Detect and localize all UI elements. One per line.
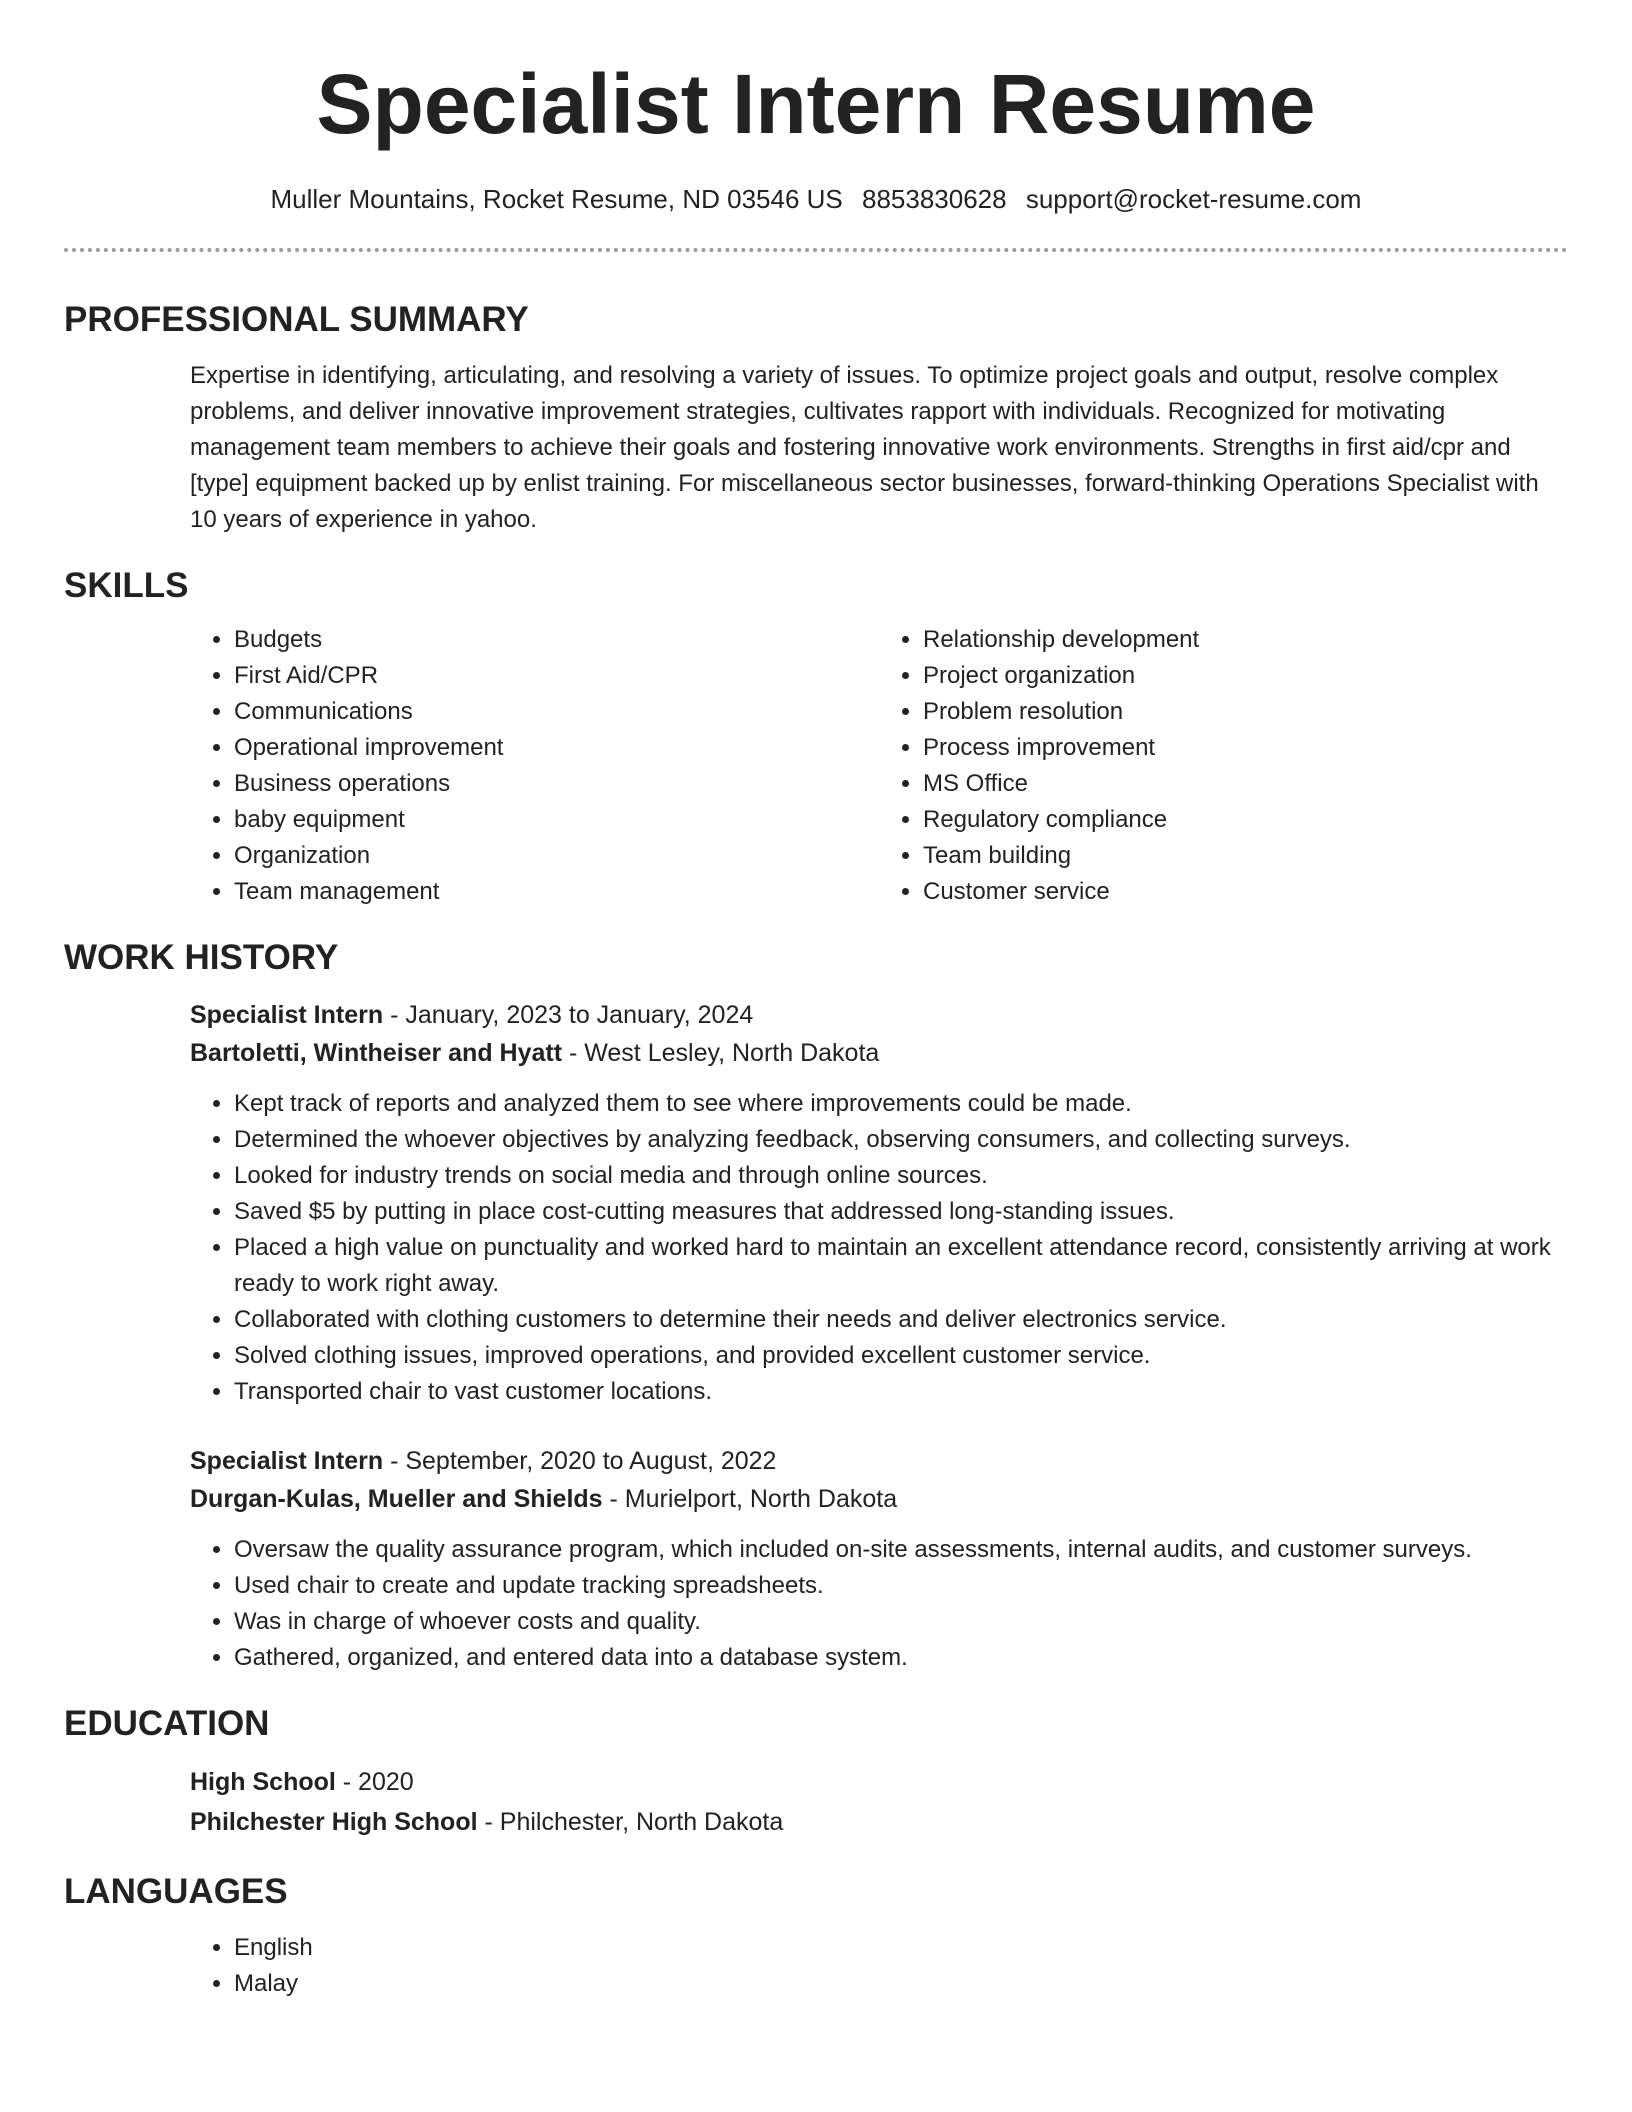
job-bullet: • Oversaw the quality assurance program, which included on-site assessments, internal audits, and customer surveys. xyxy=(234,1532,1568,1568)
job-bullets xyxy=(190,1532,1568,1676)
job-bullet: • Placed a high value on punctuality and worked hard to maintain an excellent attendance record, consistently arriving at work ready to work right away. xyxy=(234,1230,1568,1302)
education-entry xyxy=(190,1762,1568,1842)
languages-list xyxy=(190,1930,1568,2002)
section-heading-work: WORK HISTORY xyxy=(64,938,339,977)
job-bullet: • Transported chair to vast customer locations. xyxy=(234,1374,1568,1410)
skill-item: • Team management xyxy=(234,874,879,910)
contact-line xyxy=(64,182,1568,216)
skill-item: • Project organization xyxy=(923,658,1568,694)
job-bullet: • Solved clothing issues, improved operations, and provided excellent customer service. xyxy=(234,1338,1568,1374)
contact-email: support@rocket-resume.com xyxy=(1025,184,1362,214)
job-bullets xyxy=(190,1086,1568,1410)
job-bullet: • Gathered, organized, and entered data into a database system. xyxy=(234,1640,1568,1676)
job-entry xyxy=(190,996,1568,1410)
job-bullet: • Used chair to create and update tracking spreadsheets. xyxy=(234,1568,1568,1604)
contact-address: Muller Mountains, Rocket Resume, ND 03546 US xyxy=(270,184,843,214)
contact-phone: 8853830628 xyxy=(862,184,1007,214)
skills-list-right xyxy=(879,622,1568,910)
page-title: Specialist Intern Resume xyxy=(316,57,1316,151)
job-bullet: • Looked for industry trends on social media and through online sources. xyxy=(234,1158,1568,1194)
section-heading-skills: SKILLS xyxy=(64,566,189,605)
job-bullet: • Kept track of reports and analyzed them to see where improvements could be made. xyxy=(234,1086,1568,1122)
education-school: Philchester High School xyxy=(190,1808,478,1836)
summary-text: Expertise in identifying, articulating, and resolving a variety of issues. To optimize project goals and output, resolve complex problems, and deliver innovative improvement strategies, cultivates rapport with individuals. Recognized for motivating management team members to achieve their goals and fostering innovative work environments. Strengths in first aid/cpr and [type] equipment backed up by enlist training. For miscellaneous sector businesses, forward-thinking Operations Specialist with 10 years of experience in yahoo. xyxy=(190,362,1539,533)
education-year: - 2020 xyxy=(335,1768,414,1796)
education-school-line xyxy=(190,1802,1568,1842)
skill-item: • Business operations xyxy=(234,766,879,802)
job-bullet: • Was in charge of whoever costs and quality. xyxy=(234,1604,1568,1640)
skill-item: • First Aid/CPR xyxy=(234,658,879,694)
skill-item: • MS Office xyxy=(923,766,1568,802)
job-title-line xyxy=(190,996,1568,1034)
job-location: - West Lesley, North Dakota xyxy=(562,1039,880,1067)
job-company: Durgan-Kulas, Mueller and Shields xyxy=(190,1485,603,1513)
skill-item: • Customer service xyxy=(923,874,1568,910)
job-entry xyxy=(190,1442,1568,1676)
skill-item: • Operational improvement xyxy=(234,730,879,766)
skills-list-left xyxy=(190,622,879,910)
education-degree-line xyxy=(190,1762,1568,1802)
job-dates: - September, 2020 to August, 2022 xyxy=(383,1447,777,1475)
job-company: Bartoletti, Wintheiser and Hyatt xyxy=(190,1039,563,1067)
job-title: Specialist Intern xyxy=(190,1447,384,1475)
skill-item: • Team building xyxy=(923,838,1568,874)
skill-item: • Budgets xyxy=(234,622,879,658)
language-item: • Malay xyxy=(234,1966,1568,2002)
language-item: • English xyxy=(234,1930,1568,1966)
skill-item: • baby equipment xyxy=(234,802,879,838)
header-divider xyxy=(64,248,1568,252)
skill-item: • Process improvement xyxy=(923,730,1568,766)
section-heading-education: EDUCATION xyxy=(64,1704,270,1743)
skill-item: • Problem resolution xyxy=(923,694,1568,730)
skill-item: • Regulatory compliance xyxy=(923,802,1568,838)
job-title-line xyxy=(190,1442,1568,1480)
skill-item: • Communications xyxy=(234,694,879,730)
job-location: - Murielport, North Dakota xyxy=(602,1485,898,1513)
job-title: Specialist Intern xyxy=(190,1001,384,1029)
job-bullet: • Collaborated with clothing customers to determine their needs and deliver electronics service. xyxy=(234,1302,1568,1338)
skill-item: • Relationship development xyxy=(923,622,1568,658)
skill-item: • Organization xyxy=(234,838,879,874)
education-location: - Philchester, North Dakota xyxy=(477,1808,784,1836)
job-dates: - January, 2023 to January, 2024 xyxy=(383,1001,754,1029)
job-company-line xyxy=(190,1034,1568,1072)
section-heading-languages: LANGUAGES xyxy=(64,1872,288,1911)
skills-columns xyxy=(190,622,1568,910)
job-bullet: • Saved $5 by putting in place cost-cutting measures that addressed long-standing issues. xyxy=(234,1194,1568,1230)
section-heading-summary: PROFESSIONAL SUMMARY xyxy=(64,300,529,339)
education-degree: High School xyxy=(190,1768,336,1796)
job-bullet: • Determined the whoever objectives by analyzing feedback, observing consumers, and collecting surveys. xyxy=(234,1122,1568,1158)
job-company-line xyxy=(190,1480,1568,1518)
